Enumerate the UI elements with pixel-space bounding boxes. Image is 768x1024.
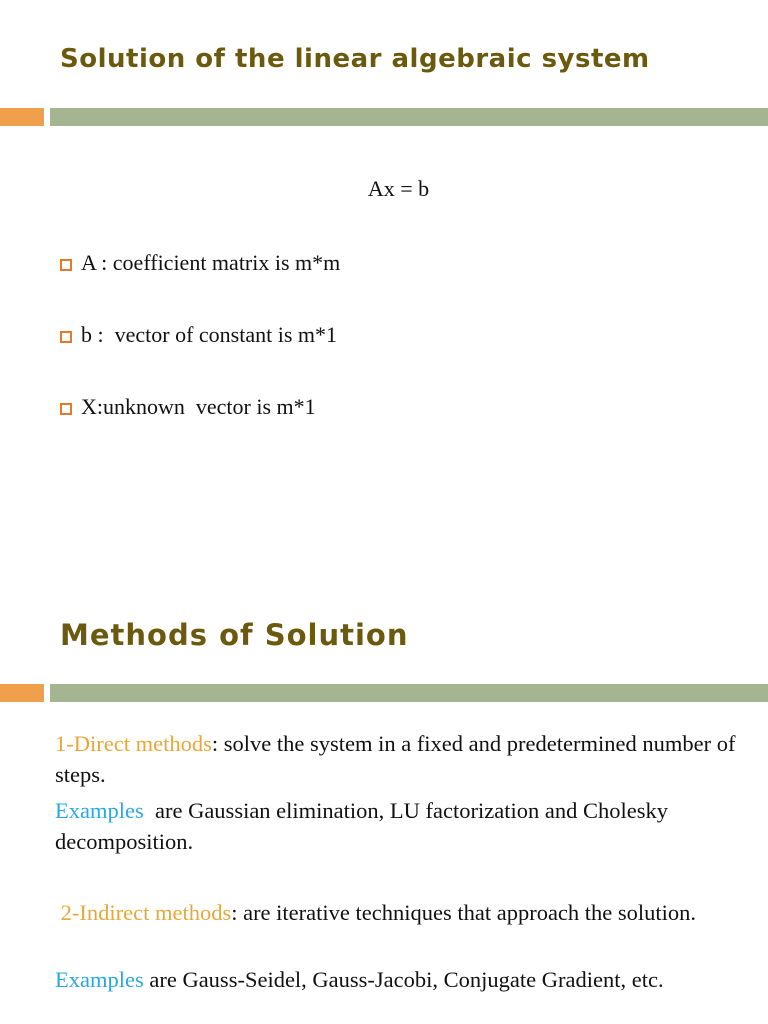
bullet-text: b : vector of constant is m*1 bbox=[81, 322, 338, 347]
hollow-square-bullet-icon bbox=[60, 259, 72, 271]
equation: Ax = b bbox=[367, 176, 430, 201]
slide-title: Solution of the linear algebraic system bbox=[60, 44, 650, 74]
title-accent-bar bbox=[0, 684, 44, 702]
bullet-text: X:unknown vector is m*1 bbox=[81, 394, 316, 419]
bullet-item bbox=[60, 394, 316, 420]
bullet-item bbox=[60, 322, 337, 348]
examples-text: are Gauss-Seidel, Gauss-Jacobi, Conjugate Gradient, etc. bbox=[143, 967, 664, 992]
bullet-text: A : coefficient matrix is m*m bbox=[81, 250, 341, 275]
hollow-square-bullet-icon bbox=[60, 403, 72, 415]
examples-label: Examples bbox=[55, 967, 144, 992]
title-divider-bar bbox=[50, 108, 768, 126]
hollow-square-bullet-icon bbox=[60, 331, 72, 343]
direct-methods-label: 1-Direct methods bbox=[55, 731, 212, 756]
indirect-methods-paragraph bbox=[55, 897, 745, 928]
title-divider-bar bbox=[50, 684, 768, 702]
indirect-methods-text: : are iterative techniques that approach the solution. bbox=[231, 900, 697, 925]
bullet-item bbox=[60, 250, 340, 276]
indirect-examples-paragraph bbox=[55, 964, 745, 995]
direct-methods-paragraph bbox=[55, 728, 745, 790]
title-accent-bar bbox=[0, 108, 44, 126]
section-title: Methods of Solution bbox=[60, 618, 409, 652]
direct-methods-text: : solve the system in a fixed and predetermined number of steps. bbox=[55, 731, 742, 787]
indirect-methods-label: 2-Indirect methods bbox=[55, 900, 232, 925]
examples-label: Examples bbox=[55, 798, 144, 823]
examples-text: are Gaussian elimination, LU factorization and Cholesky decomposition. bbox=[55, 798, 674, 854]
direct-examples-paragraph bbox=[55, 795, 745, 857]
